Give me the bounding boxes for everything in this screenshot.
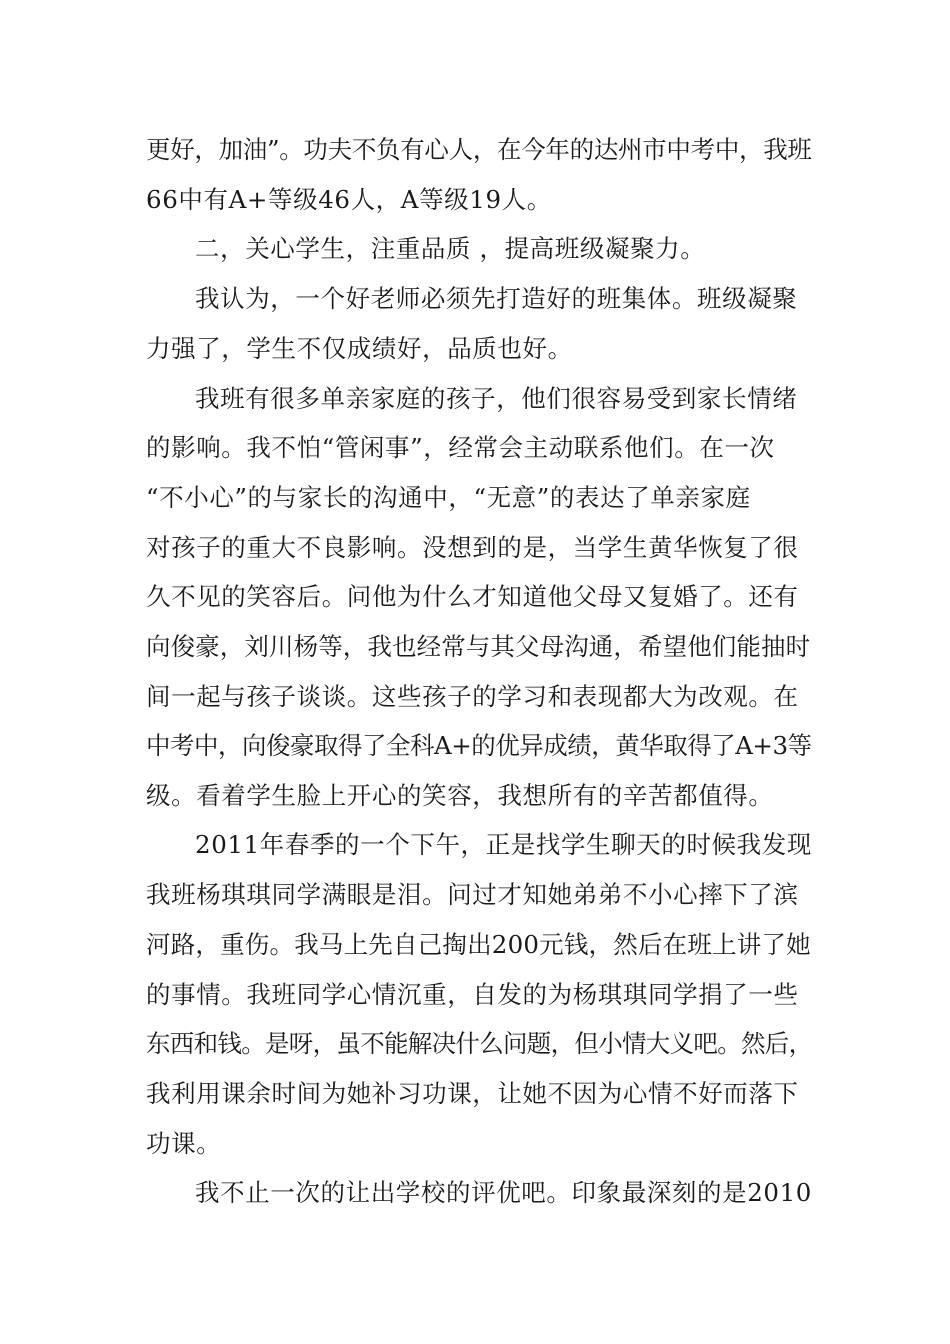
text-line: 级。看着学生脸上开心的笑容，我想所有的辛苦都值得。 <box>146 781 774 810</box>
text-line: 河路，重伤。我马上先自己掏出200元钱，然后在班上讲了她 <box>146 930 811 959</box>
text-line: 中考中，向俊豪取得了全科A+的优异成绩，黄华取得了A+3等 <box>146 731 812 760</box>
text-line: 功课。 <box>146 1129 222 1158</box>
text-line: “不小心”的与家长的沟通中，“无意”的表达了单亲家庭 <box>146 483 751 512</box>
text-line: 我不止一次的让出学校的评优吧。印象最深刻的是2010 <box>195 1178 812 1207</box>
text-line: 的事情。我班同学心情沉重，自发的为杨琪琪同学捐了一些 <box>146 980 799 1009</box>
text-line: 久不见的笑容后。问他为什么才知道他父母又复婚了。还有 <box>146 582 799 611</box>
text-line: 东西和钱。是呀，虽不能解决什么问题，但小情大义吧。然后， <box>146 1029 813 1058</box>
section-heading: 二，关心学生，注重品质 ，提高班级凝聚力。 <box>195 234 706 263</box>
text-line: 的影响。我不怕“管闲事”，经常会主动联系他们。在一次 <box>146 433 775 462</box>
text-line: 力强了，学生不仅成绩好，品质也好。 <box>146 334 573 363</box>
text-line: 间一起与孩子谈谈。这些孩子的学习和表现都大为改观。在 <box>146 682 799 711</box>
text-line: 66中有A+等级46人，A等级19人。 <box>146 185 552 214</box>
text-line: 我利用课余时间为她补习功课，让她不因为心情不好而落下 <box>146 1079 799 1108</box>
text-line: 我认为，一个好老师必须先打造好的班集体。班级凝聚 <box>195 284 798 313</box>
text-line: 2011年春季的一个下午，正是找学生聊天的时候我发现 <box>195 830 812 859</box>
text-line: 我班有很多单亲家庭的孩子，他们很容易受到家长情绪 <box>195 384 798 413</box>
text-line: 对孩子的重大不良影响。没想到的是，当学生黄华恢复了很 <box>146 533 799 562</box>
text-line: 更好，加油”。功夫不负有心人，在今年的达州市中考中，我班 <box>146 135 812 164</box>
text-line: 向俊豪，刘川杨等，我也经常与其父母沟通，希望他们能抽时 <box>146 632 811 661</box>
text-line: 我班杨琪琪同学满眼是泪。问过才知她弟弟不小心摔下了滨 <box>146 880 799 909</box>
